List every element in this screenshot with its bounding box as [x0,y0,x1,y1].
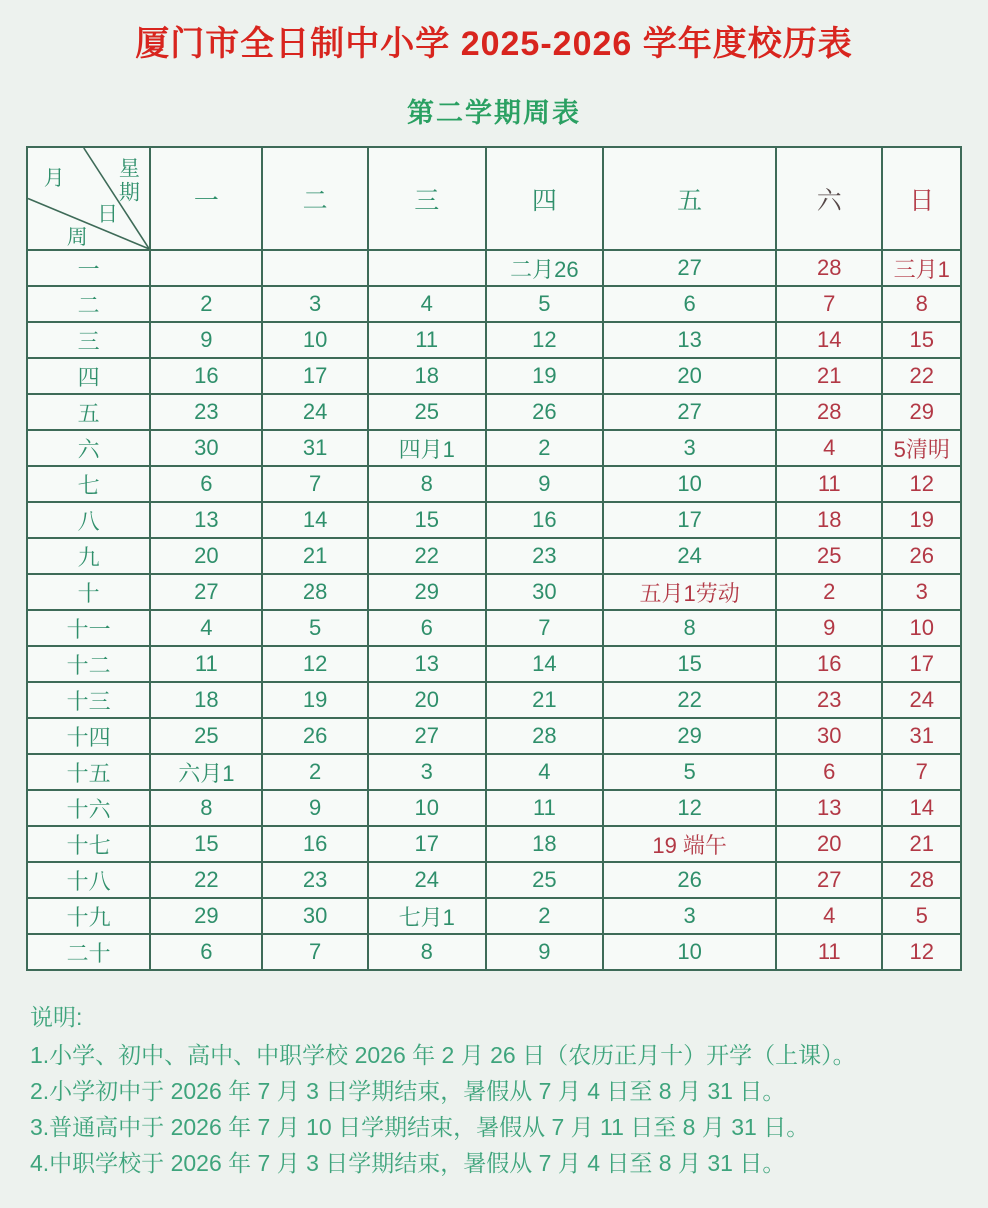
week-label: 十二 [27,646,150,682]
week-row [27,826,961,862]
page-subtitle: 第二学期周表 [407,98,581,128]
calendar-cell: 2 [150,286,262,322]
page-title: 厦门市全日制中小学 2025-2026 学年度校历表 [135,25,853,63]
calendar-cell: 10 [262,322,368,358]
calendar-cell: 15 [150,826,262,862]
calendar-cell: 5清明 [882,430,961,466]
week-label: 十八 [27,862,150,898]
calendar-cell: 14 [882,790,961,826]
calendar-body [27,250,961,970]
week-label: 七 [27,466,150,502]
calendar-cell: 5 [486,286,604,322]
week-row [27,898,961,934]
calendar-cell: 2 [486,430,604,466]
week-row [27,718,961,754]
calendar-cell: 20 [776,826,882,862]
day-header-wed: 三 [368,147,486,250]
calendar-cell: 17 [882,646,961,682]
calendar-cell: 3 [368,754,486,790]
calendar-cell: 9 [150,322,262,358]
calendar-cell: 2 [486,898,604,934]
calendar-cell: 29 [150,898,262,934]
week-row [27,538,961,574]
calendar-cell: 13 [150,502,262,538]
calendar-cell: 2 [262,754,368,790]
calendar-cell: 8 [368,934,486,970]
calendar-cell: 10 [603,934,776,970]
calendar-cell: 19 [882,502,961,538]
calendar-cell: 11 [776,934,882,970]
calendar-cell: 26 [882,538,961,574]
calendar-cell: 6 [603,286,776,322]
week-row [27,322,961,358]
week-row [27,358,961,394]
week-label: 二 [27,286,150,322]
week-row [27,682,961,718]
corner-header-cell [27,147,150,250]
week-label: 十 [27,574,150,610]
calendar-cell: 7 [486,610,604,646]
calendar-cell: 12 [603,790,776,826]
calendar-cell: 23 [776,682,882,718]
calendar-cell: 18 [150,682,262,718]
calendar-cell: 6 [776,754,882,790]
calendar-cell: 4 [776,430,882,466]
calendar-cell: 9 [262,790,368,826]
calendar-cell: 24 [368,862,486,898]
calendar-cell: 17 [262,358,368,394]
calendar-cell: 15 [368,502,486,538]
calendar-cell: 13 [368,646,486,682]
calendar-cell: 24 [882,682,961,718]
calendar-cell: 四月1 [368,430,486,466]
week-label: 八 [27,502,150,538]
notes-section [30,999,988,1181]
calendar-cell: 7 [776,286,882,322]
calendar-cell: 20 [368,682,486,718]
calendar-cell: 16 [776,646,882,682]
calendar-cell: 3 [262,286,368,322]
calendar-cell: 23 [262,862,368,898]
note-line: 1.小学、初中、高中、中职学校 2026 年 2 月 26 日（农历正月十）开学（上课）。 [30,1042,856,1068]
week-row [27,430,961,466]
calendar-cell: 15 [882,322,961,358]
calendar-table [26,146,962,971]
calendar-cell: 7 [262,466,368,502]
calendar-cell: 29 [603,718,776,754]
calendar-cell: 6 [150,934,262,970]
calendar-cell: 29 [882,394,961,430]
calendar-cell: 六月1 [150,754,262,790]
week-label: 五 [27,394,150,430]
week-label: 十三 [27,682,150,718]
calendar-cell: 22 [150,862,262,898]
calendar-cell: 9 [486,466,604,502]
day-header-thu: 四 [486,147,604,250]
week-row [27,610,961,646]
week-label: 一 [27,250,150,286]
week-label: 十五 [27,754,150,790]
calendar-cell: 23 [486,538,604,574]
calendar-cell: 12 [486,322,604,358]
calendar-cell: 31 [262,430,368,466]
calendar-cell: 20 [150,538,262,574]
calendar-cell: 10 [882,610,961,646]
calendar-cell: 18 [486,826,604,862]
calendar-cell [368,250,486,286]
calendar-cell: 16 [262,826,368,862]
calendar-cell: 26 [486,394,604,430]
calendar-cell: 11 [150,646,262,682]
calendar-cell: 20 [603,358,776,394]
corner-day-label: 日 [97,202,119,226]
day-header-fri: 五 [603,147,776,250]
calendar-cell: 5 [882,898,961,934]
week-row [27,934,961,970]
corner-weekday-label: 星期 [116,157,140,206]
calendar-cell: 22 [368,538,486,574]
week-label: 二十 [27,934,150,970]
calendar-cell: 22 [882,358,961,394]
calendar-cell: 17 [603,502,776,538]
note-line: 2.小学初中于 2026 年 7 月 3 日学期结束，暑假从 7 月 4 日至 8 月 31 日。 [30,1078,786,1104]
calendar-cell: 11 [776,466,882,502]
calendar-cell: 25 [776,538,882,574]
calendar-cell: 22 [603,682,776,718]
calendar-cell: 三月1 [882,250,961,286]
calendar-cell: 6 [368,610,486,646]
calendar-cell: 30 [486,574,604,610]
calendar-cell: 6 [150,466,262,502]
calendar-cell: 24 [262,394,368,430]
calendar-cell: 二月26 [486,250,604,286]
week-row [27,394,961,430]
calendar-cell: 18 [368,358,486,394]
calendar-cell: 29 [368,574,486,610]
calendar-cell: 12 [882,466,961,502]
calendar-cell: 21 [486,682,604,718]
calendar-cell: 28 [486,718,604,754]
calendar-cell: 3 [603,430,776,466]
calendar-cell: 27 [603,250,776,286]
calendar-cell: 12 [262,646,368,682]
calendar-cell: 23 [150,394,262,430]
calendar-cell: 25 [368,394,486,430]
calendar-cell: 25 [150,718,262,754]
calendar-cell: 8 [603,610,776,646]
week-row [27,250,961,286]
calendar-cell: 21 [776,358,882,394]
calendar-cell: 7 [262,934,368,970]
week-row [27,286,961,322]
week-row [27,790,961,826]
calendar-cell [150,250,262,286]
day-header-mon: 一 [150,147,262,250]
calendar-cell: 27 [776,862,882,898]
week-label: 九 [27,538,150,574]
week-row [27,862,961,898]
calendar-cell: 13 [776,790,882,826]
week-label: 十一 [27,610,150,646]
calendar-cell: 11 [486,790,604,826]
calendar-cell: 3 [603,898,776,934]
calendar-cell: 3 [882,574,961,610]
week-row [27,646,961,682]
corner-week-label: 周 [66,225,88,249]
calendar-cell: 14 [486,646,604,682]
calendar-cell: 4 [486,754,604,790]
calendar-cell: 13 [603,322,776,358]
calendar-cell: 12 [882,934,961,970]
note-line: 3.普通高中于 2026 年 7 月 10 日学期结束，暑假从 7 月 11 日至 8 月 31 日。 [30,1114,810,1140]
calendar-cell: 8 [882,286,961,322]
calendar-cell: 30 [150,430,262,466]
calendar-cell: 28 [776,394,882,430]
calendar-cell: 19 [486,358,604,394]
week-label: 三 [27,322,150,358]
calendar-cell: 26 [603,862,776,898]
calendar-cell: 七月1 [368,898,486,934]
notes-heading: 说明: [30,1004,83,1030]
calendar-cell: 21 [262,538,368,574]
calendar-cell: 7 [882,754,961,790]
day-header-sun: 日 [882,147,961,250]
calendar-cell: 30 [262,898,368,934]
calendar-cell: 五月1劳动 [603,574,776,610]
calendar-cell: 27 [150,574,262,610]
week-row [27,754,961,790]
week-label: 十四 [27,718,150,754]
calendar-cell: 16 [486,502,604,538]
calendar-cell: 31 [882,718,961,754]
calendar-cell: 16 [150,358,262,394]
day-header-sat: 六 [776,147,882,250]
calendar-cell: 9 [776,610,882,646]
calendar-cell: 2 [776,574,882,610]
calendar-cell: 25 [486,862,604,898]
calendar-cell: 15 [603,646,776,682]
week-row [27,466,961,502]
calendar-cell: 27 [603,394,776,430]
calendar-cell: 26 [262,718,368,754]
calendar-cell: 18 [776,502,882,538]
header-row [27,147,961,250]
calendar-cell [262,250,368,286]
calendar-cell: 5 [603,754,776,790]
calendar-cell: 27 [368,718,486,754]
week-label: 四 [27,358,150,394]
calendar-cell: 11 [368,322,486,358]
calendar-cell: 30 [776,718,882,754]
calendar-cell: 19 [262,682,368,718]
calendar-cell: 8 [150,790,262,826]
calendar-cell: 10 [603,466,776,502]
week-label: 十九 [27,898,150,934]
calendar-cell: 14 [262,502,368,538]
calendar-cell: 4 [150,610,262,646]
week-row [27,502,961,538]
week-label: 六 [27,430,150,466]
note-line: 4.中职学校于 2026 年 7 月 3 日学期结束，暑假从 7 月 4 日至 8 月 31 日。 [30,1150,786,1176]
calendar-cell: 17 [368,826,486,862]
calendar-cell: 21 [882,826,961,862]
calendar-cell: 28 [776,250,882,286]
calendar-cell: 4 [776,898,882,934]
week-label: 十六 [27,790,150,826]
week-label: 十七 [27,826,150,862]
calendar-cell: 9 [486,934,604,970]
calendar-cell: 4 [368,286,486,322]
corner-month-label: 月 [43,167,65,191]
calendar-cell: 10 [368,790,486,826]
calendar-cell: 24 [603,538,776,574]
calendar-cell: 19 端午 [603,826,776,862]
week-row [27,574,961,610]
day-header-tue: 二 [262,147,368,250]
calendar-cell: 14 [776,322,882,358]
calendar-cell: 28 [262,574,368,610]
calendar-cell: 8 [368,466,486,502]
calendar-cell: 5 [262,610,368,646]
calendar-cell: 28 [882,862,961,898]
